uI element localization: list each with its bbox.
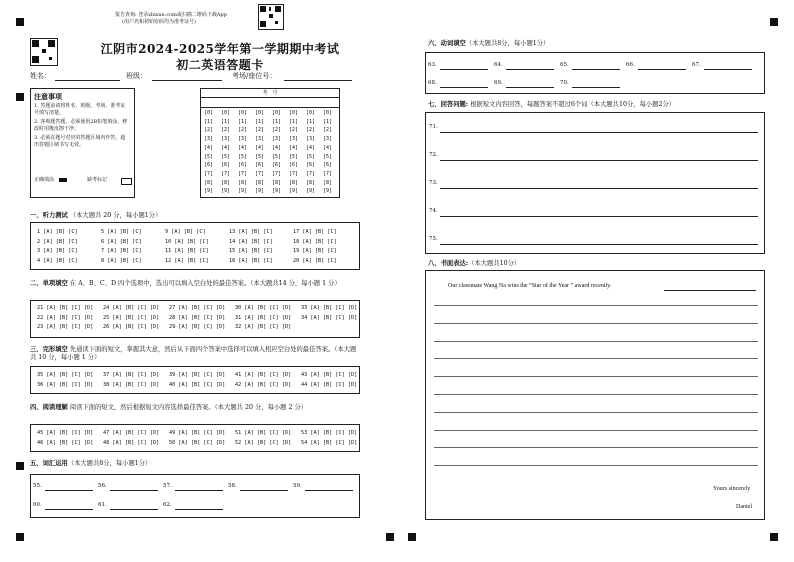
verb-blank[interactable] — [638, 69, 686, 70]
cloze-option-row[interactable]: 35 [A] [B] [C] [D] — [37, 372, 94, 378]
vocab-blank[interactable] — [175, 509, 223, 510]
listening-option-row[interactable]: 16 [A] [B] [C] — [229, 257, 273, 264]
listening-option-row[interactable]: 5 [A] [B] [C] — [101, 229, 142, 235]
writing-line[interactable] — [434, 323, 758, 324]
writing-line[interactable] — [434, 305, 758, 306]
single-choice-option-row[interactable]: 21 [A] [B] [C] [D] — [37, 305, 94, 311]
exam-digit-bubble[interactable]: [1] — [238, 118, 248, 125]
listening-option-row[interactable]: 3 [A] [B] [C] — [37, 248, 78, 254]
timing-mark — [386, 533, 394, 541]
exam-digit-bubble[interactable]: [5] — [221, 153, 231, 160]
name-field[interactable] — [55, 80, 120, 81]
answer-number: 74. — [429, 208, 438, 214]
listening-option-row[interactable]: 19 [A] [B] [C] — [293, 248, 337, 254]
exam-number-grid — [200, 88, 340, 198]
report-notice: 报告查询: 登录zhixue.com或扫描二维码下载App — [115, 12, 227, 18]
listening-option-row[interactable]: 15 [A] [B] [C] — [229, 248, 273, 254]
exam-digit-bubble[interactable]: [0] — [289, 110, 299, 116]
writing-closing: Yours sincerely — [713, 486, 751, 492]
exam-digit-bubble[interactable]: [3] — [221, 136, 231, 143]
seat-label: 考场/座位号： — [232, 72, 277, 80]
qr-code-icon — [30, 38, 58, 66]
timing-mark — [16, 18, 24, 26]
timing-mark — [408, 533, 416, 541]
exam-digit-bubble[interactable]: [9] — [238, 188, 248, 195]
note-item: 2. 客观题答题，必须使用2B铅笔填涂，修改时用橡皮擦干净。 — [34, 119, 128, 132]
reading-option-row[interactable]: 50 [A] [B] [C] [D] — [169, 439, 226, 446]
vocab-answer-box — [30, 474, 360, 518]
section-2-title: 二、单项填空 在 A、B、C、D 四个选项中，选出可以填入空白处的最佳答案。（本大题共14 分，每小题 1 分） — [30, 280, 341, 287]
exam-digit-bubble[interactable]: [0] — [221, 110, 231, 116]
single-choice-option-row[interactable]: 26 [A] [B] [C] [D] — [103, 324, 160, 330]
section-7-title: 七、回答问题: 根据短文内容回答，每题答案不超过6个词（本大题共10分，每小题2分） — [428, 101, 676, 108]
answer-number: 75. — [429, 236, 438, 242]
exam-digit-bubble[interactable]: [8] — [323, 179, 333, 186]
single-choice-option-row[interactable]: 24 [A] [B] [C] [D] — [103, 305, 160, 311]
cloze-option-row[interactable]: 37 [A] [B] [C] [D] — [103, 372, 160, 378]
answer-number: 72. — [429, 152, 438, 158]
verb-answer-box — [425, 52, 765, 94]
section-5-title: 五、词汇运用（本大题共8分，每小题1分） — [30, 460, 152, 467]
exam-digit-bubble[interactable]: [8] — [289, 179, 299, 186]
single-choice-option-row[interactable]: 30 [A] [B] [C] [D] — [235, 305, 292, 311]
short-answer-box — [425, 112, 765, 254]
exam-digit-bubble[interactable]: [8] — [238, 179, 248, 186]
exam-digit-bubble[interactable]: [2] — [221, 127, 231, 134]
exam-digit-bubble[interactable]: [5] — [238, 153, 248, 160]
exam-digit-bubble[interactable]: [7] — [221, 170, 231, 177]
writing-line[interactable] — [434, 465, 758, 466]
exam-digit-bubble[interactable]: [7] — [255, 170, 265, 177]
section-4-title: 四、阅读理解 阅读下面的短文，然后根据短文内容选择最佳答案。（本大题共 20 分，每小题 2 分） — [30, 404, 308, 411]
exam-digit-bubble[interactable]: [5] — [255, 153, 265, 160]
cloze-option-row[interactable]: 44 [A] [B] [C] [D] — [301, 381, 358, 388]
exam-digit-bubble[interactable]: [4] — [272, 144, 282, 151]
verb-number: 68. — [428, 80, 437, 86]
exam-digit-bubble[interactable]: [1] — [289, 118, 299, 125]
verb-number: 63. — [428, 62, 437, 68]
listening-answer-box — [30, 222, 360, 270]
exam-digit-bubble[interactable]: [8] — [221, 179, 231, 186]
single-choice-option-row[interactable]: 29 [A] [B] [C] [D] — [169, 324, 226, 330]
exam-digit-bubble[interactable]: [6] — [272, 162, 282, 169]
cloze-option-row[interactable]: 42 [A] [B] [C] [D] — [235, 381, 292, 388]
listening-option-row[interactable]: 14 [A] [B] [C] — [229, 238, 273, 245]
vocab-blank[interactable] — [110, 490, 158, 491]
name-label: 姓名： — [30, 72, 51, 80]
reading-option-row[interactable]: 51 [A] [B] [C] [D] — [235, 430, 292, 436]
single-choice-option-row[interactable]: 32 [A] [B] [C] [D] — [235, 324, 292, 330]
exam-digit-bubble[interactable]: [2] — [289, 127, 299, 134]
exam-digit-bubble[interactable]: [2] — [323, 127, 333, 134]
exam-digit-bubble[interactable]: [9] — [272, 188, 282, 195]
notes-box — [30, 88, 135, 198]
reading-option-row[interactable]: 52 [A] [B] [C] [D] — [235, 439, 292, 446]
exam-digit-bubble[interactable]: [3] — [255, 136, 265, 143]
verb-blank[interactable] — [506, 87, 554, 88]
vocab-blank[interactable] — [110, 509, 158, 510]
vocab-blank[interactable] — [240, 490, 288, 491]
vocab-number: 55. — [33, 483, 42, 489]
writing-signature: Daniel — [736, 504, 752, 510]
answer-line[interactable] — [440, 132, 758, 133]
exam-digit-bubble[interactable]: [6] — [221, 162, 231, 169]
exam-digit-bubble[interactable]: [2] — [272, 127, 282, 134]
section-6-title: 六、动词填空（本大题共8分，每小题1分） — [428, 40, 550, 47]
exam-digit-bubble[interactable]: [9] — [306, 188, 316, 195]
exam-digit-bubble[interactable]: [5] — [323, 153, 333, 160]
single-choice-option-row[interactable]: 25 [A] [B] [C] [D] — [103, 314, 160, 321]
verb-number: 69. — [494, 80, 503, 86]
exam-digit-bubble[interactable]: [0] — [255, 110, 265, 116]
verb-blank[interactable] — [440, 69, 488, 70]
exam-digit-bubble[interactable]: [7] — [306, 170, 316, 177]
answer-line[interactable] — [440, 160, 758, 161]
exam-digit-bubble[interactable]: [3] — [289, 136, 299, 143]
section-3-title: 三、完形填空 先通读下面的短文，掌握其大意，然后从下面四个答案中选择可以填入相应空白处的最佳答案。（本大题共 10 分，每小题 1 分） — [30, 346, 357, 361]
exam-digit-bubble[interactable]: [6] — [323, 162, 333, 169]
vocab-number: 58. — [228, 483, 237, 489]
exam-digit-bubble[interactable]: [0] — [204, 110, 214, 116]
reading-option-row[interactable]: 48 [A] [B] [C] [D] — [103, 439, 160, 446]
verb-number: 70. — [560, 80, 569, 86]
vocab-blank[interactable] — [45, 490, 93, 491]
note-item: 1. 答题前请将姓名、班级、考场、准考证号填写清楚。 — [34, 103, 126, 116]
verb-blank[interactable] — [704, 69, 752, 70]
cloze-option-row[interactable]: 39 [A] [B] [C] [D] — [169, 372, 226, 378]
listening-option-row[interactable]: 4 [A] [B] [C] — [37, 257, 78, 264]
answer-line[interactable] — [440, 244, 758, 245]
single-choice-option-row[interactable]: 28 [A] [B] [C] [D] — [169, 314, 226, 321]
reading-option-row[interactable]: 49 [A] [B] [C] [D] — [169, 430, 226, 436]
listening-option-row[interactable]: 17 [A] [B] [C] — [293, 229, 337, 235]
writing-line[interactable] — [434, 358, 758, 359]
vocab-number: 57. — [163, 483, 172, 489]
reading-option-row[interactable]: 53 [A] [B] [C] [D] — [301, 430, 358, 436]
listening-option-row[interactable]: 8 [A] [B] [C] — [101, 257, 142, 264]
writing-prompt: Our classmate Wang Na wins the “Star of the Year ” award recently. — [448, 283, 612, 289]
listening-option-row[interactable]: 1 [A] [B] [C] — [37, 229, 78, 235]
listening-option-row[interactable]: 12 [A] [B] [C] — [165, 257, 209, 264]
fill-correct-label: 正确填涂 — [34, 177, 55, 183]
exam-digit-bubble[interactable]: [1] — [204, 118, 214, 125]
writing-line[interactable] — [434, 412, 758, 413]
answer-number: 71. — [429, 124, 438, 130]
exam-digit-bubble[interactable]: [3] — [306, 136, 316, 143]
exam-digit-bubble[interactable]: [1] — [306, 118, 316, 125]
exam-digit-bubble[interactable]: [4] — [238, 144, 248, 151]
reading-option-row[interactable]: 47 [A] [B] [C] [D] — [103, 430, 160, 436]
writing-line[interactable] — [434, 376, 758, 377]
qr-code-icon — [258, 4, 284, 30]
exam-digit-bubble[interactable]: [2] — [255, 127, 265, 134]
class-field[interactable] — [152, 80, 222, 81]
page-subtitle: 初二英语答题卡 — [176, 58, 264, 72]
verb-number: 64. — [494, 62, 503, 68]
exam-digit-bubble[interactable]: [2] — [204, 127, 214, 134]
exam-digit-bubble[interactable]: [9] — [221, 188, 231, 195]
single-choice-option-row[interactable]: 31 [A] [B] [C] [D] — [235, 314, 292, 321]
exam-digit-bubble[interactable]: [3] — [323, 136, 333, 143]
exam-digit-bubble[interactable]: [2] — [306, 127, 316, 134]
timing-mark — [16, 533, 24, 541]
writing-box — [425, 270, 765, 520]
writing-line[interactable] — [664, 290, 756, 291]
answer-number: 73. — [429, 180, 438, 186]
verb-number: 67. — [692, 62, 701, 68]
listening-option-row[interactable]: 7 [A] [B] [C] — [101, 248, 142, 254]
verb-blank[interactable] — [572, 87, 620, 88]
verb-blank[interactable] — [440, 87, 488, 88]
exam-digit-bubble[interactable]: [8] — [204, 179, 214, 186]
listening-option-row[interactable]: 20 [A] [B] [C] — [293, 257, 337, 264]
answer-line[interactable] — [440, 216, 758, 217]
exam-digit-bubble[interactable]: [0] — [323, 110, 333, 116]
vocab-number: 56. — [98, 483, 107, 489]
single-choice-answer-box — [30, 300, 360, 338]
reading-answer-box — [30, 424, 360, 452]
writing-line[interactable] — [434, 447, 758, 448]
verb-number: 66. — [626, 62, 635, 68]
missing-mark-box[interactable] — [121, 178, 132, 185]
answer-line[interactable] — [440, 188, 758, 189]
reading-option-row[interactable]: 45 [A] [B] [C] [D] — [37, 430, 94, 436]
exam-digit-bubble[interactable]: [7] — [323, 170, 333, 177]
exam-digit-bubble[interactable]: [8] — [306, 179, 316, 186]
verb-number: 65. — [560, 62, 569, 68]
timing-mark — [770, 533, 778, 541]
exam-digit-bubble[interactable]: [2] — [238, 127, 248, 134]
exam-digit-bubble[interactable]: [4] — [221, 144, 231, 151]
timing-mark — [16, 462, 24, 470]
vocab-number: 59. — [293, 483, 302, 489]
exam-digit-bubble[interactable]: [3] — [204, 136, 214, 143]
writing-line[interactable] — [434, 394, 758, 395]
single-choice-option-row[interactable]: 33 [A] [B] [C] [D] — [301, 305, 358, 311]
exam-digit-bubble[interactable]: [3] — [272, 136, 282, 143]
exam-digit-bubble[interactable]: [5] — [272, 153, 282, 160]
exam-digit-bubble[interactable]: [6] — [204, 162, 214, 169]
seat-field[interactable] — [284, 80, 352, 81]
exam-digit-bubble[interactable]: [6] — [255, 162, 265, 169]
exam-digit-bubble[interactable]: [1] — [272, 118, 282, 125]
vocab-blank[interactable] — [45, 509, 93, 510]
single-choice-option-row[interactable]: 27 [A] [B] [C] [D] — [169, 305, 226, 311]
exam-digit-bubble[interactable]: [0] — [238, 110, 248, 116]
exam-digit-bubble[interactable]: [7] — [289, 170, 299, 177]
single-choice-option-row[interactable]: 34 [A] [B] [C] [D] — [301, 314, 358, 321]
timing-mark — [770, 18, 778, 26]
exam-digit-bubble[interactable]: [6] — [306, 162, 316, 169]
vocab-blank[interactable] — [305, 490, 353, 491]
exam-digit-bubble[interactable]: [6] — [238, 162, 248, 169]
exam-digit-bubble[interactable]: [9] — [289, 188, 299, 195]
cloze-option-row[interactable]: 41 [A] [B] [C] [D] — [235, 372, 292, 378]
exam-digit-bubble[interactable]: [0] — [306, 110, 316, 116]
exam-digit-bubble[interactable]: [9] — [204, 188, 214, 195]
exam-digit-bubble[interactable]: [4] — [323, 144, 333, 151]
reading-option-row[interactable]: 54 [A] [B] [C] [D] — [301, 439, 358, 446]
cloze-option-row[interactable]: 40 [A] [B] [C] [D] — [169, 381, 226, 388]
listening-option-row[interactable]: 13 [A] [B] [C] — [229, 229, 273, 235]
listening-option-row[interactable]: 2 [A] [B] [C] — [37, 238, 78, 245]
exam-digit-bubble[interactable]: [4] — [289, 144, 299, 151]
missing-mark-label: 缺考标记 — [87, 177, 108, 183]
exam-digit-bubble[interactable]: [4] — [255, 144, 265, 151]
exam-digit-bubble[interactable]: [8] — [255, 179, 265, 186]
vocab-number: 62. — [163, 502, 172, 508]
vocab-number: 61. — [98, 502, 107, 508]
exam-digit-bubble[interactable]: [5] — [306, 153, 316, 160]
cloze-answer-box — [30, 366, 360, 394]
exam-digit-bubble[interactable]: [8] — [272, 179, 282, 186]
timing-mark — [16, 93, 24, 101]
section-1-title: 一、听力测试 （本大题共 20 分，每小题1分） — [30, 212, 162, 219]
cloze-option-row[interactable]: 38 [A] [B] [C] [D] — [103, 381, 160, 388]
reading-option-row[interactable]: 46 [A] [B] [C] [D] — [37, 439, 94, 446]
listening-option-row[interactable]: 10 [A] [B] [C] — [165, 238, 209, 245]
single-choice-option-row[interactable]: 22 [A] [B] [C] [D] — [37, 314, 94, 321]
exam-digit-bubble[interactable]: [1] — [255, 118, 265, 125]
single-choice-option-row[interactable]: 23 [A] [B] [C] [D] — [37, 324, 94, 330]
class-label: 班级： — [126, 72, 147, 80]
listening-option-row[interactable]: 9 [A] [B] [C] — [165, 229, 206, 235]
verb-blank[interactable] — [506, 69, 554, 70]
writing-line[interactable] — [434, 430, 758, 431]
note-item: 3. 必须在题号对应的答题区域内作答，超出答题区域书写无效。 — [34, 135, 126, 148]
writing-line[interactable] — [434, 341, 758, 342]
vocab-blank[interactable] — [175, 490, 223, 491]
listening-option-row[interactable]: 6 [A] [B] [C] — [101, 238, 142, 245]
exam-number-label: 考 号 — [262, 90, 278, 96]
exam-digit-bubble[interactable]: [5] — [289, 153, 299, 160]
page-title: 江阴市2024-2025学年第一学期期中考试 — [100, 42, 340, 56]
section-8-title: 八、书面表达:（本大题共10分） — [428, 260, 521, 267]
exam-digit-bubble[interactable]: [3] — [238, 136, 248, 143]
exam-digit-bubble[interactable]: [6] — [289, 162, 299, 169]
exam-digit-bubble[interactable]: [7] — [272, 170, 282, 177]
cloze-option-row[interactable]: 36 [A] [B] [C] [D] — [37, 381, 94, 388]
exam-digit-bubble[interactable]: [5] — [204, 153, 214, 160]
exam-digit-bubble[interactable]: [7] — [204, 170, 214, 177]
report-notice-sub: (用户名和初始密码均为准考证号) — [122, 19, 196, 25]
cloze-option-row[interactable]: 43 [A] [B] [C] [D] — [301, 372, 358, 378]
exam-digit-bubble[interactable]: [1] — [221, 118, 231, 125]
exam-digit-bubble[interactable]: [4] — [204, 144, 214, 151]
vocab-number: 60. — [33, 502, 42, 508]
exam-digit-bubble[interactable]: [4] — [306, 144, 316, 151]
verb-blank[interactable] — [572, 69, 620, 70]
listening-option-row[interactable]: 18 [A] [B] [C] — [293, 238, 337, 245]
exam-digit-bubble[interactable]: [1] — [323, 118, 333, 125]
notes-heading: 注意事项 — [34, 92, 62, 101]
listening-option-row[interactable]: 11 [A] [B] [C] — [165, 248, 209, 254]
fill-example-icon — [59, 178, 67, 182]
exam-digit-bubble[interactable]: [9] — [255, 188, 265, 195]
exam-digit-bubble[interactable]: [7] — [238, 170, 248, 177]
exam-digit-bubble[interactable]: [0] — [272, 110, 282, 116]
exam-digit-bubble[interactable]: [9] — [323, 188, 333, 195]
